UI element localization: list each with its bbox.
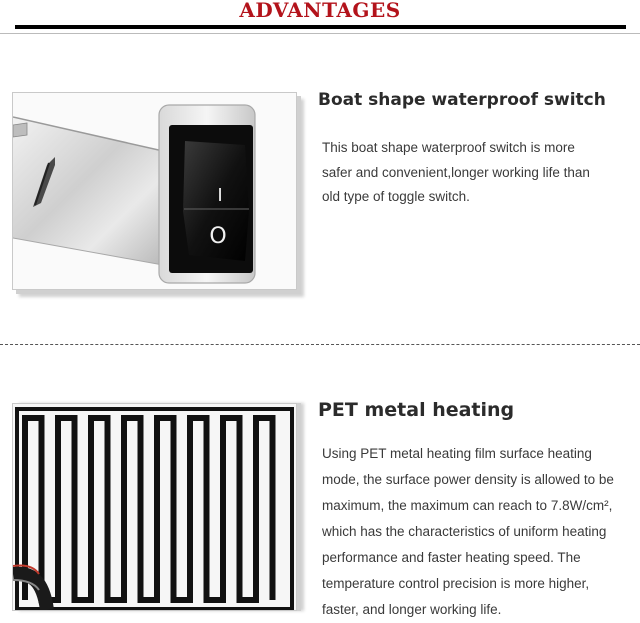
section-title-heater: PET metal heating — [318, 399, 515, 421]
body-line: performance and faster heating speed. The — [322, 550, 581, 565]
switch-photo — [12, 92, 297, 290]
body-line: which has the characteristics of uniform heating — [322, 524, 607, 539]
body-line: faster, and longer working life. — [322, 602, 502, 617]
heater-photo — [12, 403, 297, 611]
switch-off-mark: O — [209, 224, 227, 249]
body-line: This boat shape waterproof switch is more — [322, 140, 575, 155]
header-title: ADVANTAGES — [239, 0, 401, 22]
header-underline — [0, 33, 640, 34]
header-rule — [15, 25, 626, 29]
body-line: mode, the surface power density is allowed to be — [322, 472, 614, 487]
body-line: Using PET metal heating film surface heating — [322, 446, 592, 461]
section-body-heater — [322, 441, 640, 623]
body-line: safer and convenient,longer working life than — [322, 164, 590, 180]
body-line: maximum, the maximum can reach to 7.8W/cm², — [322, 498, 613, 513]
switch-on-mark: I — [217, 185, 223, 206]
body-line: temperature control precision is more higher, — [322, 576, 590, 591]
section-body-switch — [322, 136, 622, 210]
body-line: old type of toggle switch. — [322, 189, 470, 204]
rocker-switch-icon — [13, 93, 296, 289]
header — [0, 0, 640, 34]
heating-element-icon — [13, 404, 296, 610]
section-title-switch: Boat shape waterproof switch — [318, 90, 606, 110]
section-divider — [0, 344, 640, 345]
